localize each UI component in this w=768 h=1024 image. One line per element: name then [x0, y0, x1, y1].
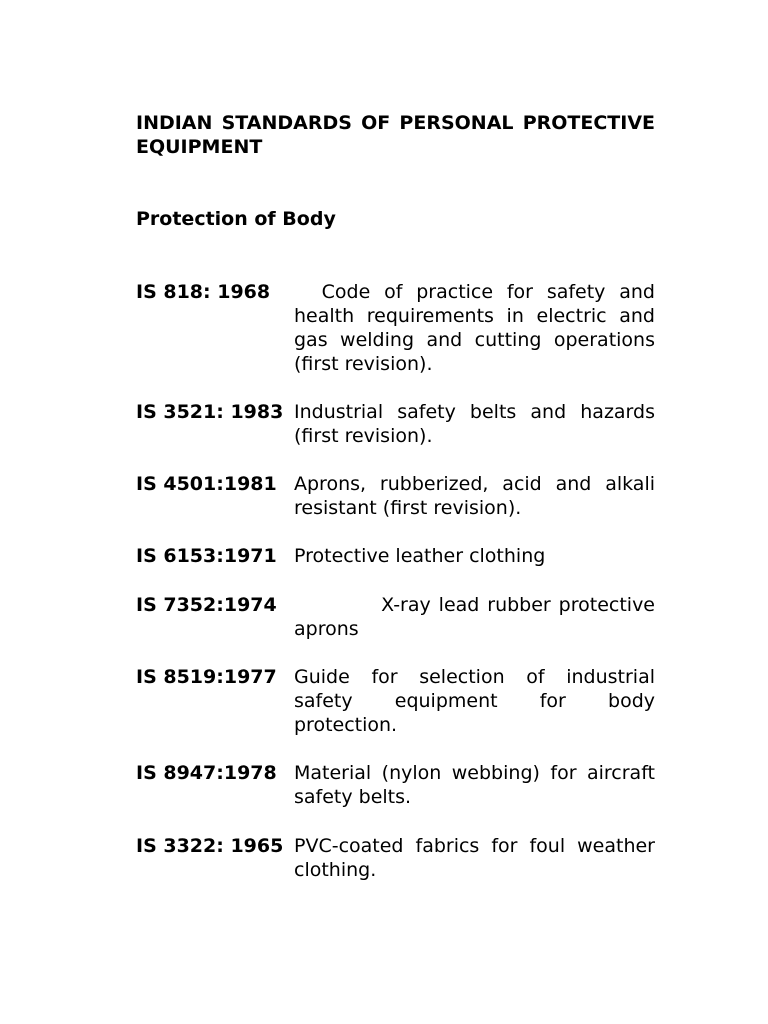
standard-description: X-ray lead rubber protective aprons [294, 594, 655, 640]
standard-entry [136, 472, 655, 520]
standard-entry [136, 761, 655, 809]
standard-entry [136, 665, 655, 737]
standard-code: IS 3521: 1983 [136, 401, 284, 423]
standard-entry [136, 544, 655, 568]
standard-description: Industrial safety belts and hazards (first revision). [294, 401, 655, 447]
standard-entry [136, 593, 655, 641]
standard-description: Code of practice for safety and health requirements in electric and gas welding and cutting operations (first revision). [294, 281, 655, 375]
standard-code: IS 7352:1974 [136, 594, 277, 616]
standard-entry [136, 834, 655, 882]
standard-code: IS 6153:1971 [136, 545, 277, 567]
standard-description: PVC-coated fabrics for foul weather clothing. [294, 835, 655, 881]
standard-description: Material (nylon webbing) for aircraft safety belts. [294, 762, 655, 808]
standard-code: IS 818: 1968 [136, 281, 271, 303]
standard-code: IS 3322: 1965 [136, 835, 284, 857]
standard-code: IS 8519:1977 [136, 666, 277, 688]
standard-code: IS 4501:1981 [136, 473, 277, 495]
document-title: INDIAN STANDARDS OF PERSONAL PROTECTIVE EQUIPMENT [136, 112, 655, 158]
standard-code: IS 8947:1978 [136, 762, 277, 784]
standard-description: Protective leather clothing [294, 545, 546, 567]
standard-entry [136, 280, 655, 376]
standard-entry [136, 400, 655, 448]
section-heading: Protection of Body [136, 208, 336, 230]
standard-description: Aprons, rubberized, acid and alkali resistant (first revision). [294, 473, 655, 519]
standard-description: Guide for selection of industrial safety equipment for body protection. [294, 666, 655, 736]
